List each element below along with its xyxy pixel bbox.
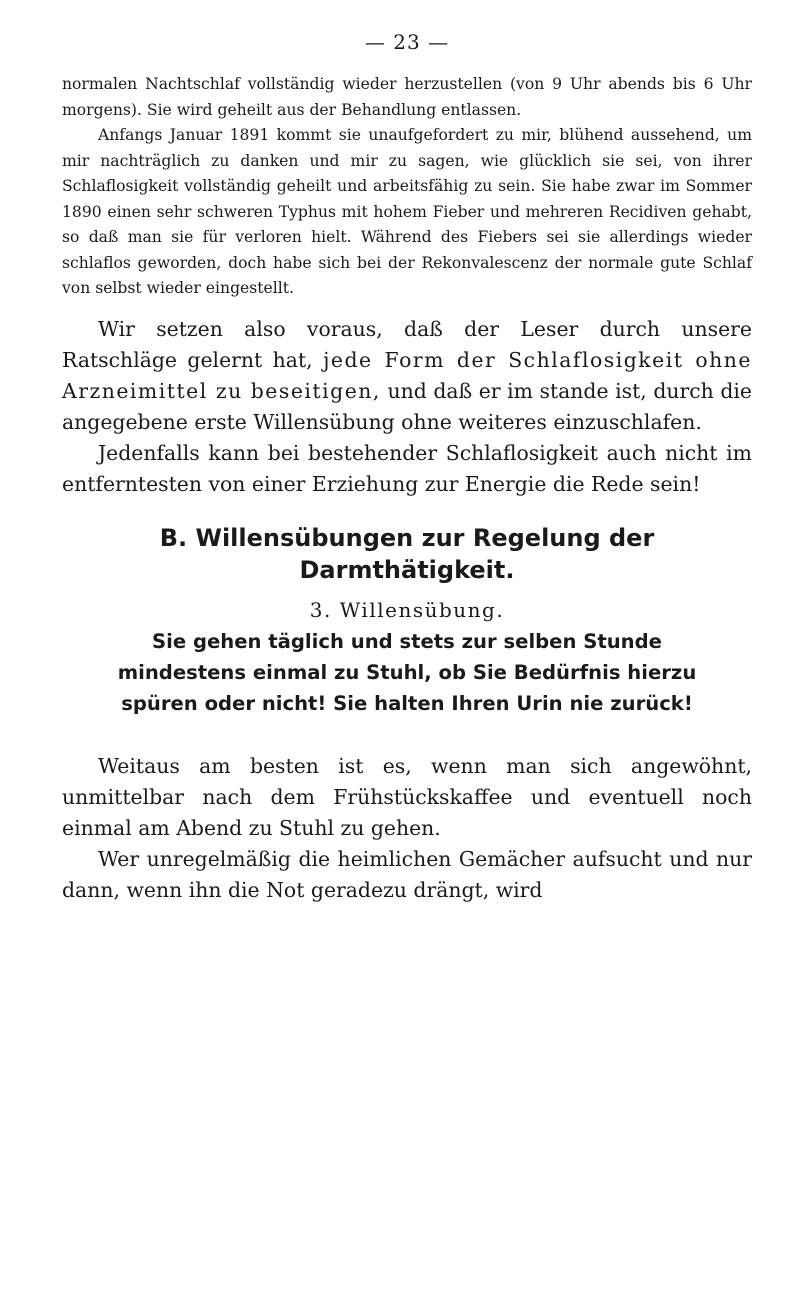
paragraph-case-followup: Anfangs Januar 1891 kommt sie unaufgefordert zu mir, blühend aussehend, um mir nachträglich zu danken und mir zu sagen, wie glücklich sie sei, von ihrer Schlaflosigkeit vollständig geheilt und arbeitsfähig zu sein. Sie habe zwar im Sommer 1890 einen sehr schweren Typhus mit hohem Fieber und mehreren Recidiven gehabt, so daß man sie für verloren hielt. Während des Fiebers sei sie allerdings wieder schlaflos geworden, doch habe sich bei der Rekonvalescenz der normale gute Schlaf von selbst wieder eingestellt. [62, 126, 752, 297]
page-number: — 23 — [364, 30, 450, 54]
paragraph-irregular: Wer unregelmäßig die heimlichen Gemächer aufsucht und nur dann, wenn ihn die Not geradezu drängt, wird [62, 846, 752, 902]
summary-emphasis: jede Form der Schlaflosigkeit ohne Arzneimittel zu beseitigen, [62, 347, 752, 403]
paragraph-closing: Jedenfalls kann bei bestehender Schlaflosigkeit auch nicht im entferntesten von einer Erziehung zur Energie die Rede sein! [62, 440, 752, 496]
exercise-instruction [62, 626, 752, 719]
exercise-heading: 3. Willensübung. [309, 597, 505, 622]
instruction-line-3: spüren oder nicht! Sie halten Ihren Urin nie zurück! [121, 691, 693, 715]
paragraph-continuation: normalen Nachtschlaf vollständig wieder herzustellen (von 9 Uhr abends bis 6 Uhr morgens). Sie wird geheilt aus der Behandlung entlassen. [62, 75, 752, 119]
instruction-line-1: Sie gehen täglich und stets zur selben Stunde [152, 629, 662, 653]
section-heading-line-1: B. Willensübungen zur Regelung der [159, 523, 655, 552]
summary-text-start: Wir setzen also voraus, daß der Leser durch unsere Ratschläge gelernt hat, [62, 316, 752, 372]
section-heading-line-2: Darmthätigkeit. [299, 555, 515, 584]
instruction-line-2: mindestens einmal zu Stuhl, ob Sie Bedürfnis hierzu [117, 660, 697, 684]
summary-text-end: und daß er im stande ist, durch die angegebene erste Willensübung ohne weiteres einzuschlafen. [62, 378, 753, 434]
book-page [62, 30, 752, 906]
section-heading [62, 522, 752, 586]
paragraph-summary [62, 314, 752, 438]
paragraph-advice: Weitaus am besten ist es, wenn man sich angewöhnt, unmittelbar nach dem Frühstückskaffee und eventuell noch einmal am Abend zu Stuhl zu gehen. [62, 753, 752, 840]
